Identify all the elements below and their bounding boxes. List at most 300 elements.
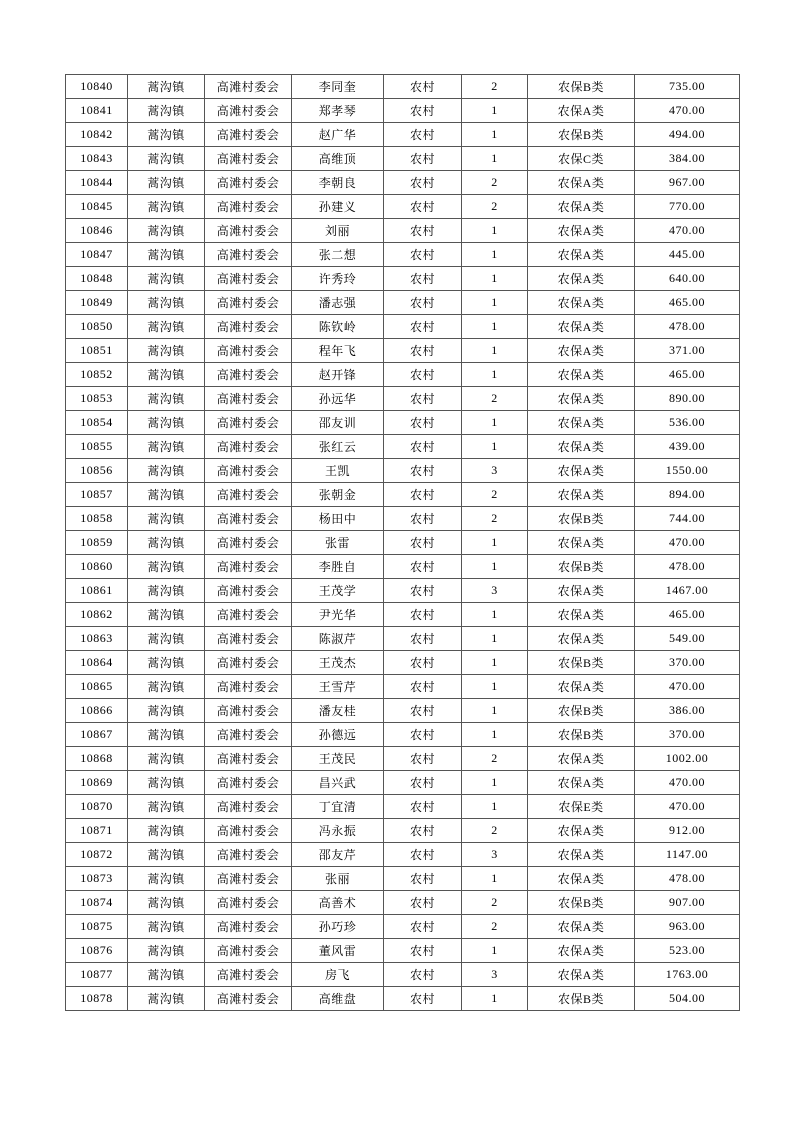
cell-count: 2 xyxy=(462,891,528,915)
cell-count: 1 xyxy=(462,435,528,459)
cell-name: 王茂学 xyxy=(292,579,384,603)
cell-village: 高滩村委会 xyxy=(205,891,292,915)
cell-amount: 439.00 xyxy=(635,435,740,459)
cell-name: 刘丽 xyxy=(292,219,384,243)
table-row xyxy=(66,819,740,843)
cell-amount: 386.00 xyxy=(635,699,740,723)
cell-area: 农村 xyxy=(384,123,462,147)
cell-insurance: 农保A类 xyxy=(528,243,635,267)
table-row xyxy=(66,795,740,819)
cell-village: 高滩村委会 xyxy=(205,651,292,675)
cell-name: 孙巧珍 xyxy=(292,915,384,939)
cell-id: 10851 xyxy=(66,339,128,363)
cell-amount: 370.00 xyxy=(635,723,740,747)
cell-area: 农村 xyxy=(384,75,462,99)
cell-id: 10875 xyxy=(66,915,128,939)
cell-id: 10856 xyxy=(66,459,128,483)
cell-town: 蒿沟镇 xyxy=(128,603,205,627)
cell-count: 1 xyxy=(462,795,528,819)
cell-amount: 478.00 xyxy=(635,555,740,579)
cell-town: 蒿沟镇 xyxy=(128,627,205,651)
cell-area: 农村 xyxy=(384,243,462,267)
cell-town: 蒿沟镇 xyxy=(128,819,205,843)
cell-area: 农村 xyxy=(384,843,462,867)
table-row xyxy=(66,147,740,171)
cell-insurance: 农保A类 xyxy=(528,939,635,963)
cell-town: 蒿沟镇 xyxy=(128,147,205,171)
cell-count: 1 xyxy=(462,603,528,627)
cell-count: 2 xyxy=(462,171,528,195)
cell-amount: 907.00 xyxy=(635,891,740,915)
cell-name: 孙远华 xyxy=(292,387,384,411)
cell-insurance: 农保A类 xyxy=(528,867,635,891)
cell-amount: 1147.00 xyxy=(635,843,740,867)
cell-insurance: 农保A类 xyxy=(528,963,635,987)
cell-name: 杨田中 xyxy=(292,507,384,531)
cell-town: 蒿沟镇 xyxy=(128,315,205,339)
cell-amount: 1550.00 xyxy=(635,459,740,483)
cell-town: 蒿沟镇 xyxy=(128,915,205,939)
cell-insurance: 农保B类 xyxy=(528,987,635,1011)
cell-id: 10873 xyxy=(66,867,128,891)
cell-town: 蒿沟镇 xyxy=(128,75,205,99)
cell-area: 农村 xyxy=(384,987,462,1011)
cell-count: 1 xyxy=(462,147,528,171)
cell-amount: 470.00 xyxy=(635,771,740,795)
table-row xyxy=(66,243,740,267)
cell-village: 高滩村委会 xyxy=(205,363,292,387)
cell-village: 高滩村委会 xyxy=(205,747,292,771)
cell-count: 1 xyxy=(462,123,528,147)
cell-id: 10847 xyxy=(66,243,128,267)
cell-town: 蒿沟镇 xyxy=(128,987,205,1011)
cell-area: 农村 xyxy=(384,723,462,747)
cell-village: 高滩村委会 xyxy=(205,123,292,147)
table-row xyxy=(66,771,740,795)
cell-insurance: 农保A类 xyxy=(528,771,635,795)
cell-name: 尹光华 xyxy=(292,603,384,627)
cell-name: 高维顶 xyxy=(292,147,384,171)
cell-amount: 1763.00 xyxy=(635,963,740,987)
cell-insurance: 农保B类 xyxy=(528,723,635,747)
cell-area: 农村 xyxy=(384,315,462,339)
cell-village: 高滩村委会 xyxy=(205,675,292,699)
table-row xyxy=(66,843,740,867)
cell-amount: 470.00 xyxy=(635,531,740,555)
cell-name: 王凯 xyxy=(292,459,384,483)
cell-id: 10869 xyxy=(66,771,128,795)
cell-amount: 912.00 xyxy=(635,819,740,843)
table-row xyxy=(66,483,740,507)
table-body xyxy=(66,75,740,1011)
cell-name: 冯永振 xyxy=(292,819,384,843)
cell-amount: 494.00 xyxy=(635,123,740,147)
cell-village: 高滩村委会 xyxy=(205,579,292,603)
cell-amount: 1467.00 xyxy=(635,579,740,603)
cell-amount: 536.00 xyxy=(635,411,740,435)
cell-id: 10861 xyxy=(66,579,128,603)
table-row xyxy=(66,747,740,771)
cell-name: 郑孝琴 xyxy=(292,99,384,123)
cell-count: 1 xyxy=(462,291,528,315)
cell-count: 2 xyxy=(462,195,528,219)
table-row xyxy=(66,723,740,747)
cell-amount: 470.00 xyxy=(635,219,740,243)
cell-village: 高滩村委会 xyxy=(205,75,292,99)
cell-name: 赵广华 xyxy=(292,123,384,147)
cell-town: 蒿沟镇 xyxy=(128,699,205,723)
cell-amount: 770.00 xyxy=(635,195,740,219)
cell-town: 蒿沟镇 xyxy=(128,867,205,891)
cell-village: 高滩村委会 xyxy=(205,507,292,531)
cell-village: 高滩村委会 xyxy=(205,699,292,723)
table-row xyxy=(66,507,740,531)
cell-id: 10863 xyxy=(66,627,128,651)
cell-village: 高滩村委会 xyxy=(205,483,292,507)
cell-count: 1 xyxy=(462,243,528,267)
cell-count: 1 xyxy=(462,555,528,579)
cell-area: 农村 xyxy=(384,411,462,435)
cell-village: 高滩村委会 xyxy=(205,147,292,171)
cell-insurance: 农保A类 xyxy=(528,579,635,603)
cell-insurance: 农保E类 xyxy=(528,795,635,819)
cell-amount: 370.00 xyxy=(635,651,740,675)
cell-village: 高滩村委会 xyxy=(205,243,292,267)
table-row xyxy=(66,363,740,387)
benefits-table xyxy=(65,74,740,1011)
cell-amount: 470.00 xyxy=(635,675,740,699)
cell-amount: 445.00 xyxy=(635,243,740,267)
cell-name: 孙建义 xyxy=(292,195,384,219)
cell-count: 2 xyxy=(462,819,528,843)
cell-name: 王茂杰 xyxy=(292,651,384,675)
cell-id: 10844 xyxy=(66,171,128,195)
cell-count: 1 xyxy=(462,699,528,723)
cell-amount: 744.00 xyxy=(635,507,740,531)
cell-id: 10849 xyxy=(66,291,128,315)
cell-area: 农村 xyxy=(384,531,462,555)
cell-area: 农村 xyxy=(384,219,462,243)
cell-insurance: 农保A类 xyxy=(528,363,635,387)
cell-insurance: 农保B类 xyxy=(528,891,635,915)
cell-area: 农村 xyxy=(384,747,462,771)
cell-town: 蒿沟镇 xyxy=(128,579,205,603)
cell-name: 李朝良 xyxy=(292,171,384,195)
cell-area: 农村 xyxy=(384,363,462,387)
cell-village: 高滩村委会 xyxy=(205,795,292,819)
cell-area: 农村 xyxy=(384,819,462,843)
cell-id: 10860 xyxy=(66,555,128,579)
table-row xyxy=(66,171,740,195)
cell-id: 10868 xyxy=(66,747,128,771)
cell-id: 10841 xyxy=(66,99,128,123)
cell-town: 蒿沟镇 xyxy=(128,723,205,747)
cell-village: 高滩村委会 xyxy=(205,387,292,411)
cell-count: 1 xyxy=(462,651,528,675)
cell-name: 程年飞 xyxy=(292,339,384,363)
table-row xyxy=(66,123,740,147)
cell-amount: 478.00 xyxy=(635,315,740,339)
cell-village: 高滩村委会 xyxy=(205,171,292,195)
table-row xyxy=(66,987,740,1011)
cell-insurance: 农保A类 xyxy=(528,339,635,363)
cell-town: 蒿沟镇 xyxy=(128,531,205,555)
cell-name: 邵友训 xyxy=(292,411,384,435)
cell-id: 10876 xyxy=(66,939,128,963)
cell-insurance: 农保A类 xyxy=(528,459,635,483)
cell-village: 高滩村委会 xyxy=(205,219,292,243)
table-row xyxy=(66,99,740,123)
cell-town: 蒿沟镇 xyxy=(128,459,205,483)
cell-name: 王茂民 xyxy=(292,747,384,771)
table-row xyxy=(66,291,740,315)
cell-count: 1 xyxy=(462,219,528,243)
cell-amount: 963.00 xyxy=(635,915,740,939)
cell-town: 蒿沟镇 xyxy=(128,387,205,411)
cell-id: 10878 xyxy=(66,987,128,1011)
cell-id: 10870 xyxy=(66,795,128,819)
cell-area: 农村 xyxy=(384,483,462,507)
cell-insurance: 农保A类 xyxy=(528,315,635,339)
cell-area: 农村 xyxy=(384,939,462,963)
cell-town: 蒿沟镇 xyxy=(128,507,205,531)
cell-town: 蒿沟镇 xyxy=(128,963,205,987)
cell-name: 潘志强 xyxy=(292,291,384,315)
cell-area: 农村 xyxy=(384,459,462,483)
cell-amount: 523.00 xyxy=(635,939,740,963)
cell-id: 10855 xyxy=(66,435,128,459)
cell-count: 3 xyxy=(462,843,528,867)
cell-insurance: 农保A类 xyxy=(528,819,635,843)
cell-name: 张朝金 xyxy=(292,483,384,507)
cell-village: 高滩村委会 xyxy=(205,723,292,747)
cell-town: 蒿沟镇 xyxy=(128,99,205,123)
cell-village: 高滩村委会 xyxy=(205,315,292,339)
cell-id: 10852 xyxy=(66,363,128,387)
cell-town: 蒿沟镇 xyxy=(128,483,205,507)
cell-name: 高维盘 xyxy=(292,987,384,1011)
table-row xyxy=(66,627,740,651)
cell-town: 蒿沟镇 xyxy=(128,555,205,579)
cell-count: 1 xyxy=(462,315,528,339)
cell-amount: 894.00 xyxy=(635,483,740,507)
cell-town: 蒿沟镇 xyxy=(128,411,205,435)
cell-insurance: 农保A类 xyxy=(528,435,635,459)
cell-name: 李胜自 xyxy=(292,555,384,579)
cell-id: 10862 xyxy=(66,603,128,627)
cell-id: 10872 xyxy=(66,843,128,867)
cell-village: 高滩村委会 xyxy=(205,627,292,651)
cell-insurance: 农保A类 xyxy=(528,627,635,651)
cell-count: 3 xyxy=(462,579,528,603)
cell-id: 10854 xyxy=(66,411,128,435)
cell-name: 张二想 xyxy=(292,243,384,267)
table-row xyxy=(66,891,740,915)
cell-area: 农村 xyxy=(384,555,462,579)
cell-town: 蒿沟镇 xyxy=(128,363,205,387)
cell-count: 1 xyxy=(462,723,528,747)
cell-area: 农村 xyxy=(384,99,462,123)
cell-id: 10871 xyxy=(66,819,128,843)
table-row xyxy=(66,195,740,219)
cell-insurance: 农保B类 xyxy=(528,123,635,147)
cell-amount: 384.00 xyxy=(635,147,740,171)
cell-village: 高滩村委会 xyxy=(205,843,292,867)
cell-id: 10846 xyxy=(66,219,128,243)
cell-id: 10864 xyxy=(66,651,128,675)
cell-area: 农村 xyxy=(384,651,462,675)
cell-insurance: 农保A类 xyxy=(528,843,635,867)
cell-insurance: 农保B类 xyxy=(528,555,635,579)
cell-id: 10874 xyxy=(66,891,128,915)
table-row xyxy=(66,387,740,411)
table-row xyxy=(66,699,740,723)
cell-village: 高滩村委会 xyxy=(205,459,292,483)
cell-name: 陈钦岭 xyxy=(292,315,384,339)
cell-id: 10867 xyxy=(66,723,128,747)
cell-town: 蒿沟镇 xyxy=(128,267,205,291)
cell-village: 高滩村委会 xyxy=(205,99,292,123)
cell-amount: 549.00 xyxy=(635,627,740,651)
cell-area: 农村 xyxy=(384,675,462,699)
table-row xyxy=(66,411,740,435)
table-row xyxy=(66,915,740,939)
cell-village: 高滩村委会 xyxy=(205,291,292,315)
cell-insurance: 农保A类 xyxy=(528,531,635,555)
cell-count: 3 xyxy=(462,459,528,483)
cell-count: 2 xyxy=(462,75,528,99)
table-row xyxy=(66,963,740,987)
cell-id: 10853 xyxy=(66,387,128,411)
cell-id: 10857 xyxy=(66,483,128,507)
cell-name: 高善术 xyxy=(292,891,384,915)
cell-insurance: 农保A类 xyxy=(528,291,635,315)
cell-insurance: 农保A类 xyxy=(528,747,635,771)
cell-count: 1 xyxy=(462,411,528,435)
cell-town: 蒿沟镇 xyxy=(128,843,205,867)
cell-name: 孙德远 xyxy=(292,723,384,747)
cell-insurance: 农保B类 xyxy=(528,699,635,723)
table-row xyxy=(66,555,740,579)
cell-name: 陈淑芹 xyxy=(292,627,384,651)
cell-town: 蒿沟镇 xyxy=(128,243,205,267)
cell-amount: 478.00 xyxy=(635,867,740,891)
cell-name: 潘友桂 xyxy=(292,699,384,723)
table-row xyxy=(66,579,740,603)
cell-area: 农村 xyxy=(384,771,462,795)
cell-area: 农村 xyxy=(384,195,462,219)
cell-count: 2 xyxy=(462,915,528,939)
cell-insurance: 农保A类 xyxy=(528,915,635,939)
table-row xyxy=(66,531,740,555)
cell-insurance: 农保B类 xyxy=(528,651,635,675)
cell-count: 1 xyxy=(462,771,528,795)
cell-area: 农村 xyxy=(384,435,462,459)
cell-count: 2 xyxy=(462,507,528,531)
cell-amount: 371.00 xyxy=(635,339,740,363)
cell-amount: 465.00 xyxy=(635,603,740,627)
cell-id: 10866 xyxy=(66,699,128,723)
cell-area: 农村 xyxy=(384,699,462,723)
cell-town: 蒿沟镇 xyxy=(128,171,205,195)
cell-area: 农村 xyxy=(384,627,462,651)
cell-insurance: 农保A类 xyxy=(528,195,635,219)
cell-id: 10859 xyxy=(66,531,128,555)
cell-count: 1 xyxy=(462,99,528,123)
cell-count: 1 xyxy=(462,867,528,891)
cell-insurance: 农保C类 xyxy=(528,147,635,171)
cell-count: 1 xyxy=(462,627,528,651)
cell-area: 农村 xyxy=(384,915,462,939)
cell-count: 1 xyxy=(462,675,528,699)
table-row xyxy=(66,315,740,339)
table-row xyxy=(66,459,740,483)
cell-area: 农村 xyxy=(384,507,462,531)
cell-town: 蒿沟镇 xyxy=(128,771,205,795)
cell-count: 1 xyxy=(462,339,528,363)
cell-area: 农村 xyxy=(384,867,462,891)
cell-insurance: 农保A类 xyxy=(528,171,635,195)
cell-name: 李同奎 xyxy=(292,75,384,99)
cell-insurance: 农保A类 xyxy=(528,267,635,291)
cell-id: 10850 xyxy=(66,315,128,339)
cell-area: 农村 xyxy=(384,963,462,987)
cell-village: 高滩村委会 xyxy=(205,555,292,579)
cell-id: 10877 xyxy=(66,963,128,987)
cell-name: 王雪芹 xyxy=(292,675,384,699)
table-row xyxy=(66,675,740,699)
cell-amount: 465.00 xyxy=(635,363,740,387)
cell-count: 2 xyxy=(462,387,528,411)
cell-area: 农村 xyxy=(384,891,462,915)
cell-village: 高滩村委会 xyxy=(205,771,292,795)
cell-count: 2 xyxy=(462,483,528,507)
cell-town: 蒿沟镇 xyxy=(128,435,205,459)
cell-id: 10840 xyxy=(66,75,128,99)
table-row xyxy=(66,435,740,459)
cell-amount: 504.00 xyxy=(635,987,740,1011)
cell-count: 2 xyxy=(462,747,528,771)
cell-count: 1 xyxy=(462,939,528,963)
cell-name: 赵开锋 xyxy=(292,363,384,387)
cell-area: 农村 xyxy=(384,603,462,627)
cell-village: 高滩村委会 xyxy=(205,603,292,627)
table-row xyxy=(66,939,740,963)
cell-id: 10843 xyxy=(66,147,128,171)
cell-village: 高滩村委会 xyxy=(205,939,292,963)
cell-id: 10865 xyxy=(66,675,128,699)
cell-town: 蒿沟镇 xyxy=(128,651,205,675)
cell-town: 蒿沟镇 xyxy=(128,195,205,219)
cell-amount: 1002.00 xyxy=(635,747,740,771)
cell-amount: 890.00 xyxy=(635,387,740,411)
cell-area: 农村 xyxy=(384,339,462,363)
cell-village: 高滩村委会 xyxy=(205,915,292,939)
cell-area: 农村 xyxy=(384,267,462,291)
cell-insurance: 农保A类 xyxy=(528,411,635,435)
cell-insurance: 农保A类 xyxy=(528,483,635,507)
cell-id: 10848 xyxy=(66,267,128,291)
cell-count: 1 xyxy=(462,531,528,555)
cell-insurance: 农保B类 xyxy=(528,507,635,531)
cell-village: 高滩村委会 xyxy=(205,267,292,291)
cell-village: 高滩村委会 xyxy=(205,963,292,987)
cell-town: 蒿沟镇 xyxy=(128,339,205,363)
cell-name: 邵友芹 xyxy=(292,843,384,867)
cell-insurance: 农保A类 xyxy=(528,99,635,123)
cell-count: 3 xyxy=(462,963,528,987)
cell-name: 房飞 xyxy=(292,963,384,987)
